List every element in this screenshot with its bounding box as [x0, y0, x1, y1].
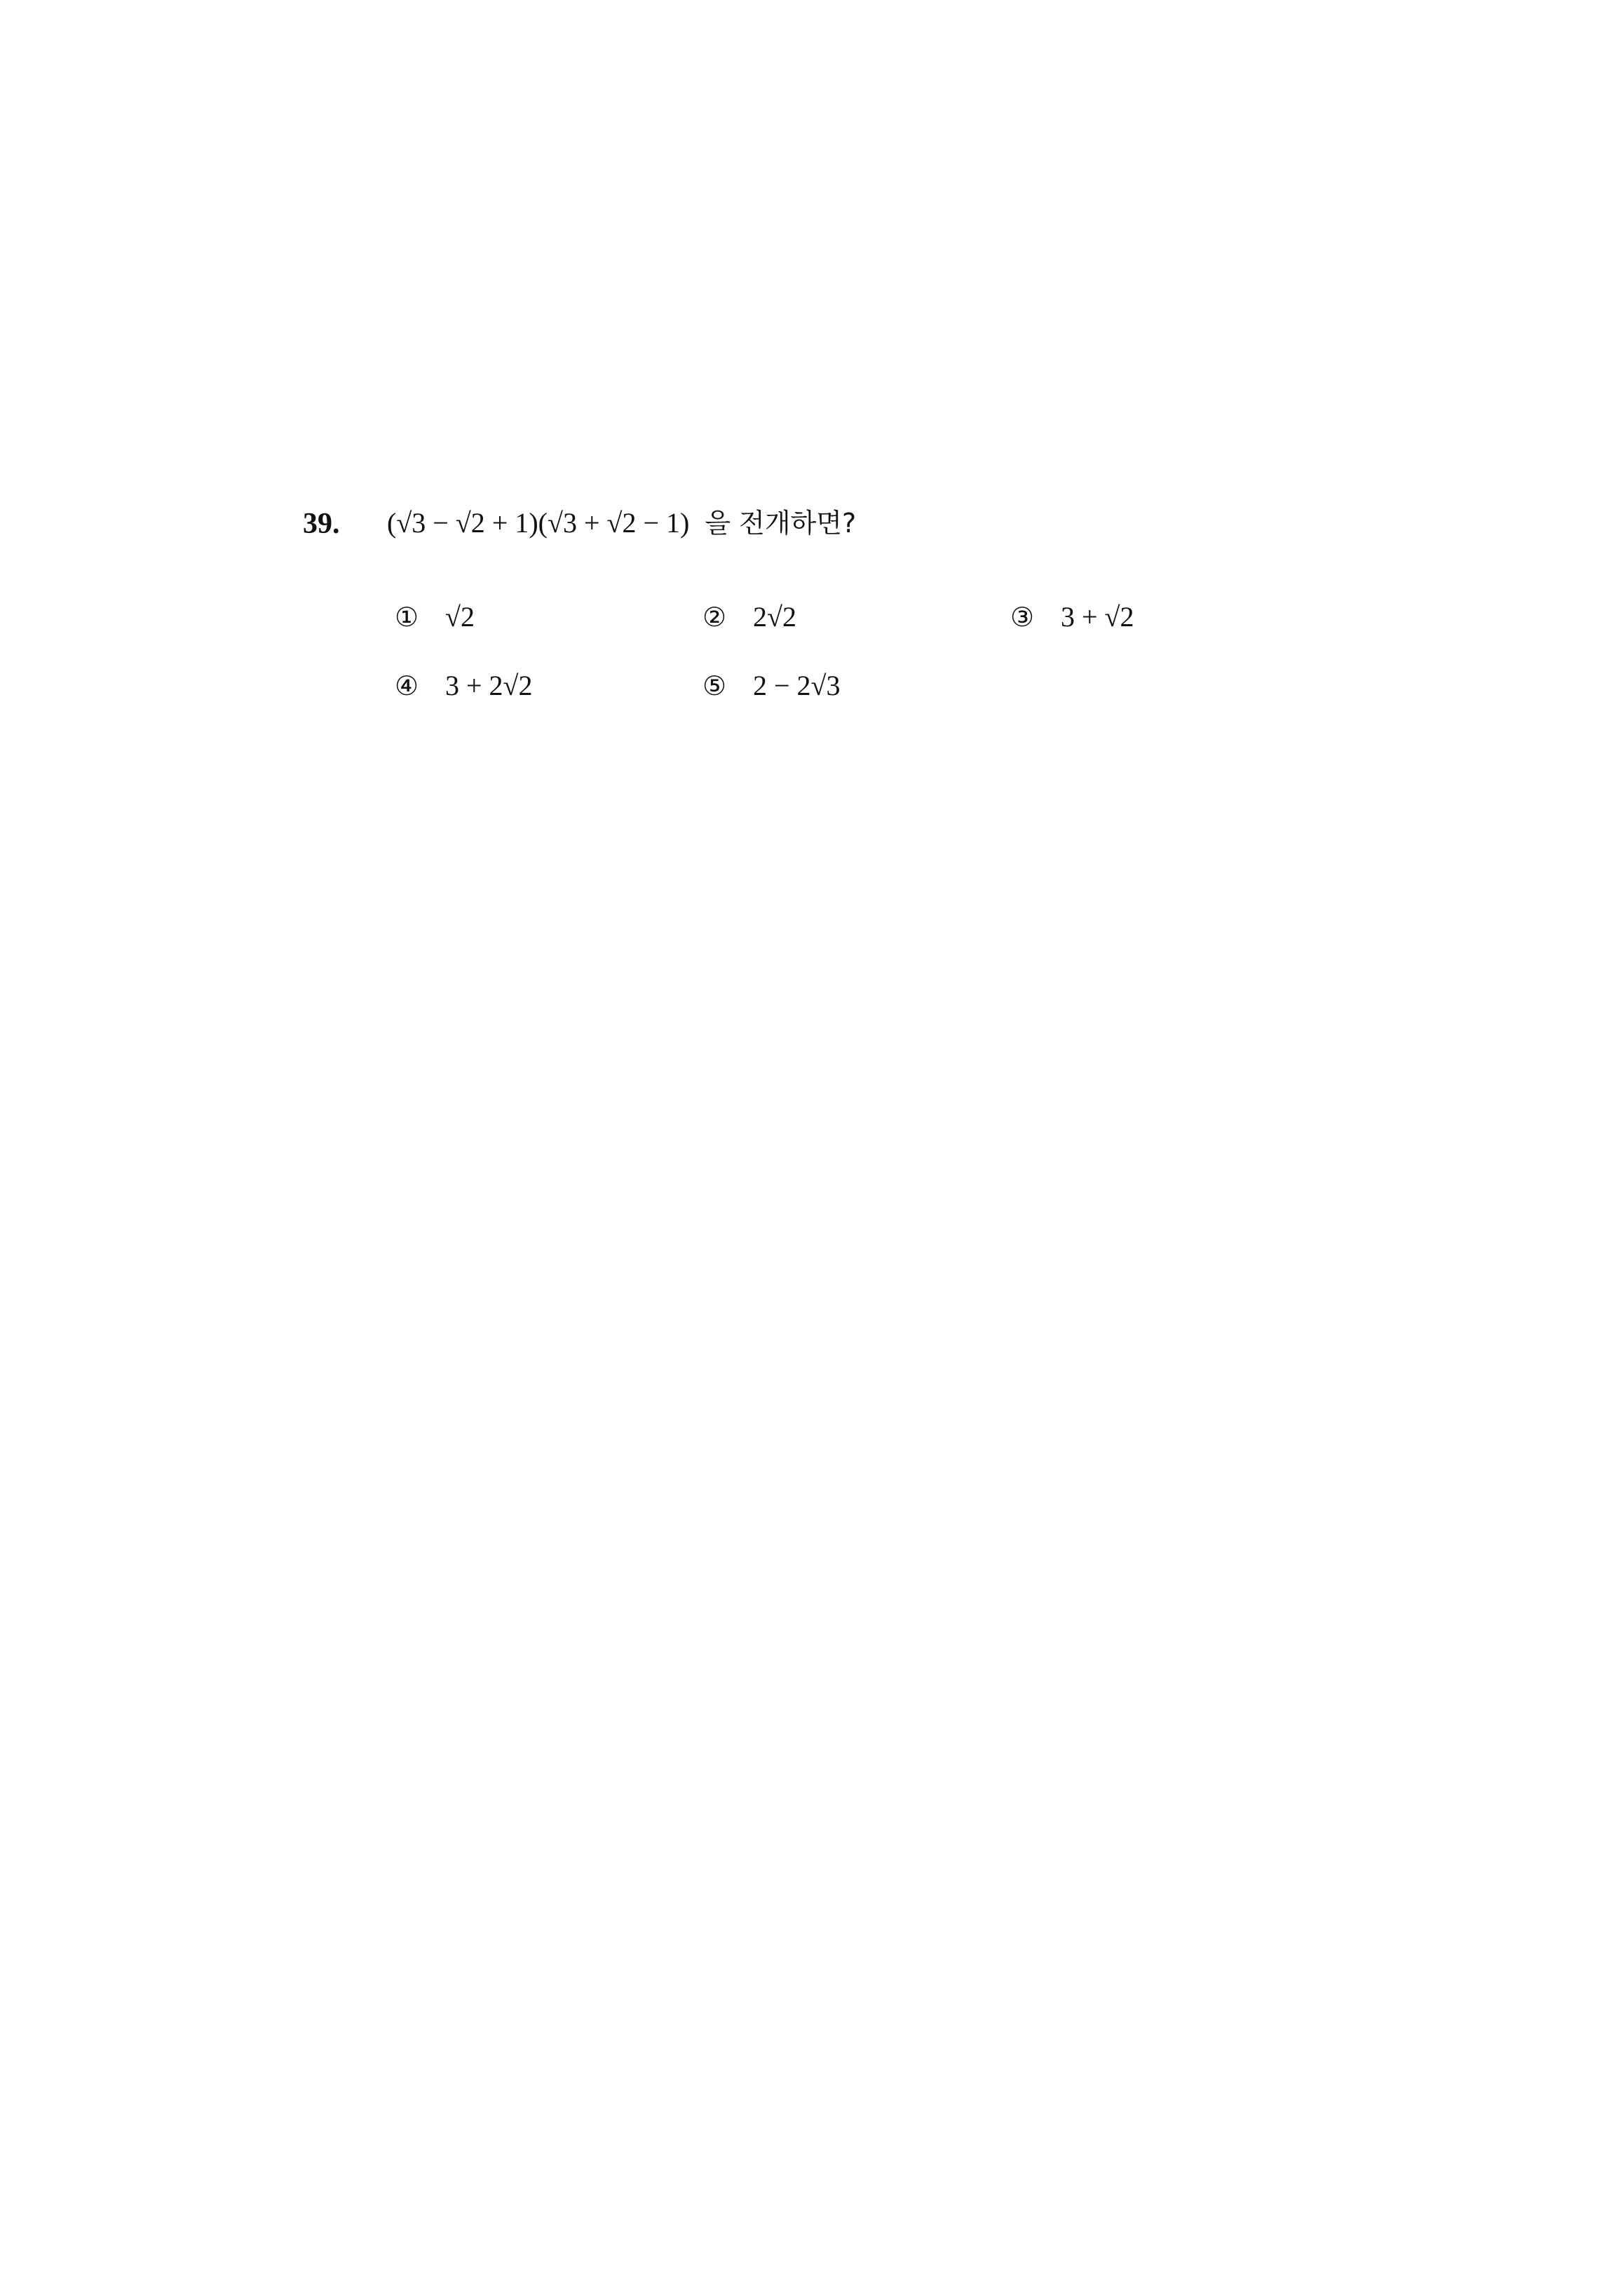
- choice-2: [702, 603, 796, 631]
- choice-marker: ①: [395, 602, 419, 633]
- choice-3: [1010, 603, 1134, 631]
- choice-value: 3 + √2: [1061, 601, 1134, 633]
- question-expression: (√3 − √2 + 1)(√3 + √2 − 1): [387, 507, 690, 539]
- choice-marker: ⑤: [702, 670, 727, 701]
- question-body: [387, 509, 856, 537]
- question-number: 39.: [303, 508, 340, 540]
- choice-1: [395, 603, 475, 631]
- choice-marker: ③: [1010, 602, 1035, 633]
- choice-value: 2√2: [753, 601, 796, 633]
- choice-value: 3 + 2√2: [445, 670, 533, 701]
- choice-marker: ②: [702, 602, 727, 633]
- choice-4: [395, 672, 533, 700]
- choice-value: 2 − 2√3: [753, 670, 841, 701]
- choice-value: √2: [445, 601, 475, 633]
- choice-marker: ④: [395, 670, 419, 701]
- choice-5: [702, 672, 841, 700]
- question-prompt: 을 전개하면?: [705, 508, 857, 539]
